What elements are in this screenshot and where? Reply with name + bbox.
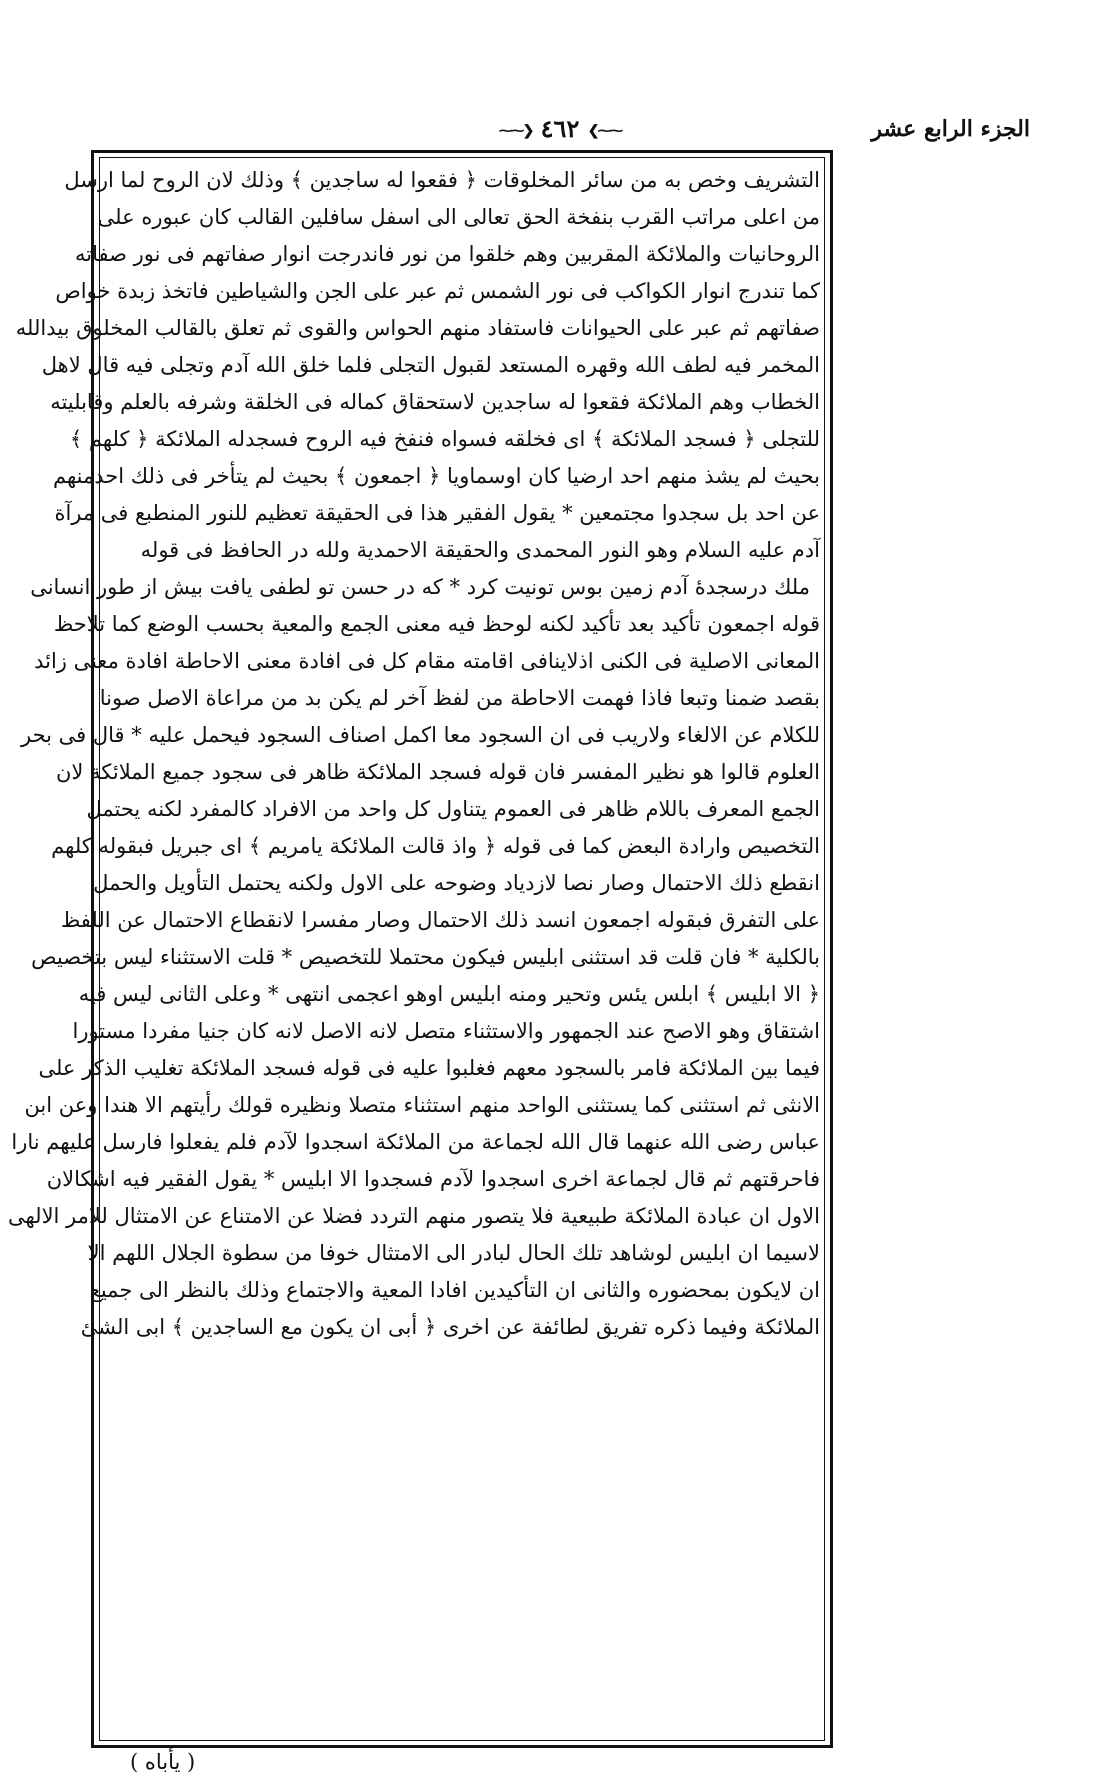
text-line: انقطع ذلك الاحتمال وصار نصا لازدياد وضوحه على الاول ولكنه يحتمل التأويل والحمل [93, 871, 820, 895]
text-line: على التفرق فبقوله اجمعون انسد ذلك الاحتمال وصار مفسرا لانقطاع الاحتمال عن اللفظ [60, 908, 820, 932]
text-line: للتجلى ﴿ فسجد الملائكة ﴾ اى فخلقه فسواه فنفخ فيه الروح فسجدله الملائكة ﴿ كلهم ﴾ [69, 427, 820, 451]
text-line: لاسيما ان ابليس لوشاهد تلك الحال لبادر الى الامتثال خوفا من سطوة الجلال اللهم الا [87, 1241, 820, 1265]
text-line: المخمر فيه لطف الله وقهره المستعد لقبول التجلى فلما خلق الله آدم وتجلى فيه قال لاهل [41, 353, 820, 377]
text-line: بالكلية * فان قلت قد استثنى ابليس فيكون محتملا للتخصيص * قلت الاستثناء ليس بتخصيص [31, 945, 820, 969]
persian-verse-line: ملك درسجدهٔ آدم زمين بوس تونيت كرد * كه در حسن تو لطفى يافت بيش از طور انسانى [30, 575, 810, 599]
ornament-right-icon: ❮⁓⁓ [587, 122, 622, 139]
running-head: الجزء الرابع عشر [871, 116, 1030, 142]
text-line: الخطاب وهم الملائكة فقعوا له ساجدين لاستحقاق كماله فى الخلقة وشرفه بالعلم وقابليته [50, 390, 820, 414]
catchword: ( يأباه ) [130, 1750, 196, 1774]
text-line: فيما بين الملائكة فامر بالسجود معهم فغلبوا عليه فى قوله فسجد الملائكة تغليب الذكر على [38, 1056, 820, 1080]
text-line: الروحانيات والملائكة المقربين وهم خلقوا من نور فاندرجت انوار صفاتهم فى نور صفاته [74, 242, 820, 266]
text-line: آدم عليه السلام وهو النور المحمدى والحقيقة الاحمدية ولله در الحافظ فى قوله [140, 538, 820, 562]
text-line: صفاتهم ثم عبر على الحيوانات فاستفاد منهم الحواس والقوى ثم تعلق بالقالب المخلوق بيدالله [15, 316, 820, 340]
text-line: العلوم قالوا هو نظير المفسر فان قوله فسجد الملائكة ظاهر فى سجود جميع الملائكة لان [55, 760, 820, 784]
text-line: الانثى ثم استثنى كما يستثنى الواحد منهم استثناء متصلا ونظيره قولك رأيتهم الا هندا وعن ابن [24, 1093, 820, 1117]
text-line: كما تندرج انوار الكواكب فى نور الشمس ثم عبر على الجن والشياطين فاتخذ زبدة خواص [55, 279, 820, 303]
text-line: بحيث لم يشذ منهم احد ارضيا كان اوسماويا ﴿ اجمعون ﴾ بحيث لم يتأخر فى ذلك احدمنهم [53, 464, 820, 488]
text-line: من اعلى مراتب القرب بنفخة الحق تعالى الى اسفل سافلين القالب كان عبوره على [97, 205, 820, 229]
page-number-block [490, 114, 630, 143]
text-line: قوله اجمعون تأكيد بعد تأكيد لكنه لوحظ فيه معنى الجمع والمعية بحسب الوضع كما تلاحظ [53, 612, 820, 636]
text-line: بقصد ضمنا وتبعا فاذا فهمت الاحاطة من لفظ آخر لم يكن بد من مراعاة الاصل صونا [99, 686, 820, 710]
text-line: الملائكة وفيما ذكره تفريق لطائفة عن اخرى ﴿ أبى ان يكون مع الساجدين ﴾ ابى الشئ [80, 1315, 820, 1339]
text-line: عن احد بل سجدوا مجتمعين * يقول الفقير هذا فى الحقيقة تعظيم للنور المنطبع فى مرآة [54, 501, 820, 525]
ornament-left-icon: ⁓⁓❯ [498, 122, 533, 139]
text-line: الاول ان عبادة الملائكة طبيعية فلا يتصور منهم التردد فضلا عن الامتناع عن الامتثال للامر الالهى [7, 1204, 820, 1228]
page-number: ٤٦٢ [540, 114, 580, 143]
main-text [7, 162, 820, 1722]
text-line: الجمع المعرف باللام ظاهر فى العموم يتناول كل واحد من الافراد كالمفرد لكنه يحتمل [86, 797, 820, 821]
text-line: المعانى الاصلية فى الكنى اذلاينافى اقامته مقام كل فى افادة معنى الاحاطة افادة معنى زائد [34, 649, 820, 673]
text-line: ان لايكون بمحضوره والثانى ان التأكيدين افادا المعية والاجتماع وذلك بالنظر الى جميع [89, 1278, 820, 1302]
text-line: فاحرقتهم ثم قال لجماعة اخرى اسجدوا لآدم فسجدوا الا ابليس * يقول الفقير فيه اشكالان [46, 1167, 820, 1191]
text-line: اشتقاق وهو الاصح عند الجمهور والاستثناء متصل لانه الاصل لانه كان جنيا مفردا مستورا [72, 1019, 820, 1043]
text-line: للكلام عن الالغاء ولاريب فى ان السجود معا اكمل اصناف السجود فيحمل عليه * قال فى بحر [21, 723, 820, 747]
text-line: التشريف وخص به من سائر المخلوقات ﴿ فقعوا له ساجدين ﴾ وذلك لان الروح لما ارسل [64, 168, 820, 192]
text-line: التخصيص وارادة البعض كما فى قوله ﴿ واذ قالت الملائكة يامريم ﴾ اى جبريل فبقوله كلهم [51, 834, 820, 858]
text-line: ﴿ الا ابليس ﴾ ابلس يئس وتحير ومنه ابليس اوهو اعجمى انتهى * وعلى الثانى ليس فيه [78, 982, 820, 1006]
page-header [90, 112, 1030, 150]
text-line: عباس رضى الله عنهما قال الله لجماعة من الملائكة اسجدوا لآدم فلم يفعلوا فارسل عليهم نارا [11, 1130, 820, 1154]
